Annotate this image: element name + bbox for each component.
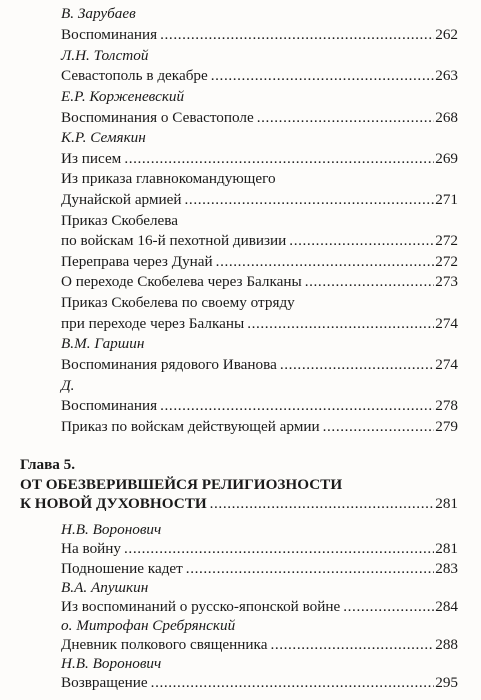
entry-title: Приказ Скобелева bbox=[61, 211, 179, 229]
page-number: 284 bbox=[435, 597, 458, 615]
entry-title-line bbox=[61, 210, 458, 232]
entry-title: Севастополь в декабре bbox=[61, 67, 208, 85]
page-number: 262 bbox=[435, 26, 458, 44]
author-name: Н.В. Воронович bbox=[61, 654, 162, 672]
chapter-title: К НОВОЙ ДУХОВНОСТИ bbox=[20, 494, 207, 512]
page-number: 279 bbox=[435, 417, 458, 435]
entry-title: Воспоминания bbox=[61, 26, 158, 44]
page-number: 274 bbox=[435, 314, 458, 332]
author-name: о. Митрофан Сребрянский bbox=[61, 616, 236, 634]
author-name: Н.В. Воронович bbox=[61, 521, 162, 539]
toc-entry[interactable] bbox=[61, 251, 458, 273]
chapter-number: Глава 5. bbox=[20, 456, 76, 474]
dot-leader bbox=[247, 313, 434, 335]
page-number: 263 bbox=[435, 67, 458, 85]
toc-entry[interactable] bbox=[61, 107, 458, 129]
chapter-entry[interactable] bbox=[20, 493, 458, 515]
author-line bbox=[61, 127, 458, 149]
author-name: В.А. Апушкин bbox=[61, 578, 149, 596]
toc-entry[interactable] bbox=[61, 189, 458, 211]
page-number: 278 bbox=[435, 397, 458, 415]
entry-title: Из приказа главнокомандующего bbox=[61, 170, 276, 188]
entry-title: Воспоминания рядового Иванова bbox=[61, 355, 277, 373]
entry-title: Воспоминания о Севастополе bbox=[61, 108, 254, 126]
page-number: 274 bbox=[435, 355, 458, 373]
author-name: К.Р. Семякин bbox=[61, 129, 146, 147]
entry-title: О переходе Скобелева через Балканы bbox=[61, 273, 302, 291]
author-name: Д. bbox=[61, 376, 75, 394]
page-number: 272 bbox=[435, 252, 458, 270]
author-name: В. Зарубаев bbox=[61, 5, 136, 23]
toc-entry[interactable] bbox=[61, 148, 458, 170]
dot-leader bbox=[323, 416, 435, 438]
dot-leader bbox=[211, 65, 434, 87]
toc-entry[interactable] bbox=[61, 230, 458, 252]
dot-leader bbox=[289, 230, 434, 252]
author-line bbox=[61, 375, 458, 397]
entry-title-line bbox=[61, 292, 458, 314]
dot-leader bbox=[216, 251, 435, 273]
author-line bbox=[61, 3, 458, 25]
entry-title: Из воспоминаний о русско-японской войне bbox=[61, 597, 341, 615]
entry-title: Дунайской армией bbox=[61, 191, 182, 208]
author-line bbox=[61, 45, 458, 67]
toc-entry[interactable] bbox=[61, 313, 458, 335]
dot-leader bbox=[160, 24, 434, 46]
toc-entry[interactable] bbox=[61, 65, 458, 87]
toc-entry[interactable] bbox=[61, 271, 458, 293]
author-name: В.М. Гаршин bbox=[61, 335, 145, 353]
chapter-title: ОТ ОБЕЗВЕРИВШЕЙСЯ РЕЛИГИОЗНОСТИ bbox=[20, 475, 343, 493]
author-line bbox=[61, 86, 458, 108]
entry-title: Воспоминания bbox=[61, 397, 158, 415]
entry-title: Возвращение bbox=[61, 674, 148, 691]
dot-leader bbox=[185, 189, 435, 211]
page-number: 288 bbox=[435, 635, 458, 653]
entry-title: Приказ Скобелева по своему отряду bbox=[61, 294, 295, 312]
author-name: Е.Р. Корженевский bbox=[61, 87, 185, 105]
dot-leader bbox=[257, 107, 435, 129]
toc-entry[interactable] bbox=[61, 354, 458, 376]
dot-leader bbox=[124, 148, 434, 170]
entry-title-line bbox=[61, 168, 458, 190]
dot-leader bbox=[305, 271, 434, 293]
page-number: 273 bbox=[435, 273, 458, 291]
page-number: 295 bbox=[435, 674, 458, 691]
toc-entry[interactable] bbox=[61, 395, 458, 417]
dot-leader bbox=[151, 672, 435, 694]
entry-title: по войскам 16-й пехотной дивизии bbox=[61, 232, 287, 250]
toc-entry[interactable] bbox=[61, 672, 458, 694]
page-number: 269 bbox=[435, 149, 458, 167]
entry-title: при переходе через Балканы bbox=[61, 314, 245, 332]
entry-title: Переправа через Дунай bbox=[61, 252, 213, 270]
dot-leader bbox=[160, 395, 434, 417]
entry-title: Из писем bbox=[61, 149, 122, 167]
author-line bbox=[61, 333, 458, 355]
entry-title: На войну bbox=[61, 540, 122, 558]
toc-entry[interactable] bbox=[61, 416, 458, 438]
page-number: 268 bbox=[435, 108, 458, 126]
dot-leader bbox=[210, 493, 435, 515]
page-number: 271 bbox=[435, 191, 458, 208]
author-name: Л.Н. Толстой bbox=[61, 46, 149, 64]
entry-title: Подношение кадет bbox=[61, 559, 183, 577]
dot-leader bbox=[280, 354, 434, 376]
entry-title: Дневник полкового священника bbox=[61, 635, 268, 653]
toc-entry[interactable] bbox=[61, 24, 458, 46]
page-number: 281 bbox=[435, 494, 458, 512]
page-number: 281 bbox=[435, 540, 458, 558]
page-number: 272 bbox=[435, 232, 458, 250]
page-number: 283 bbox=[435, 559, 458, 577]
entry-title: Приказ по войскам действующей армии bbox=[61, 417, 320, 435]
